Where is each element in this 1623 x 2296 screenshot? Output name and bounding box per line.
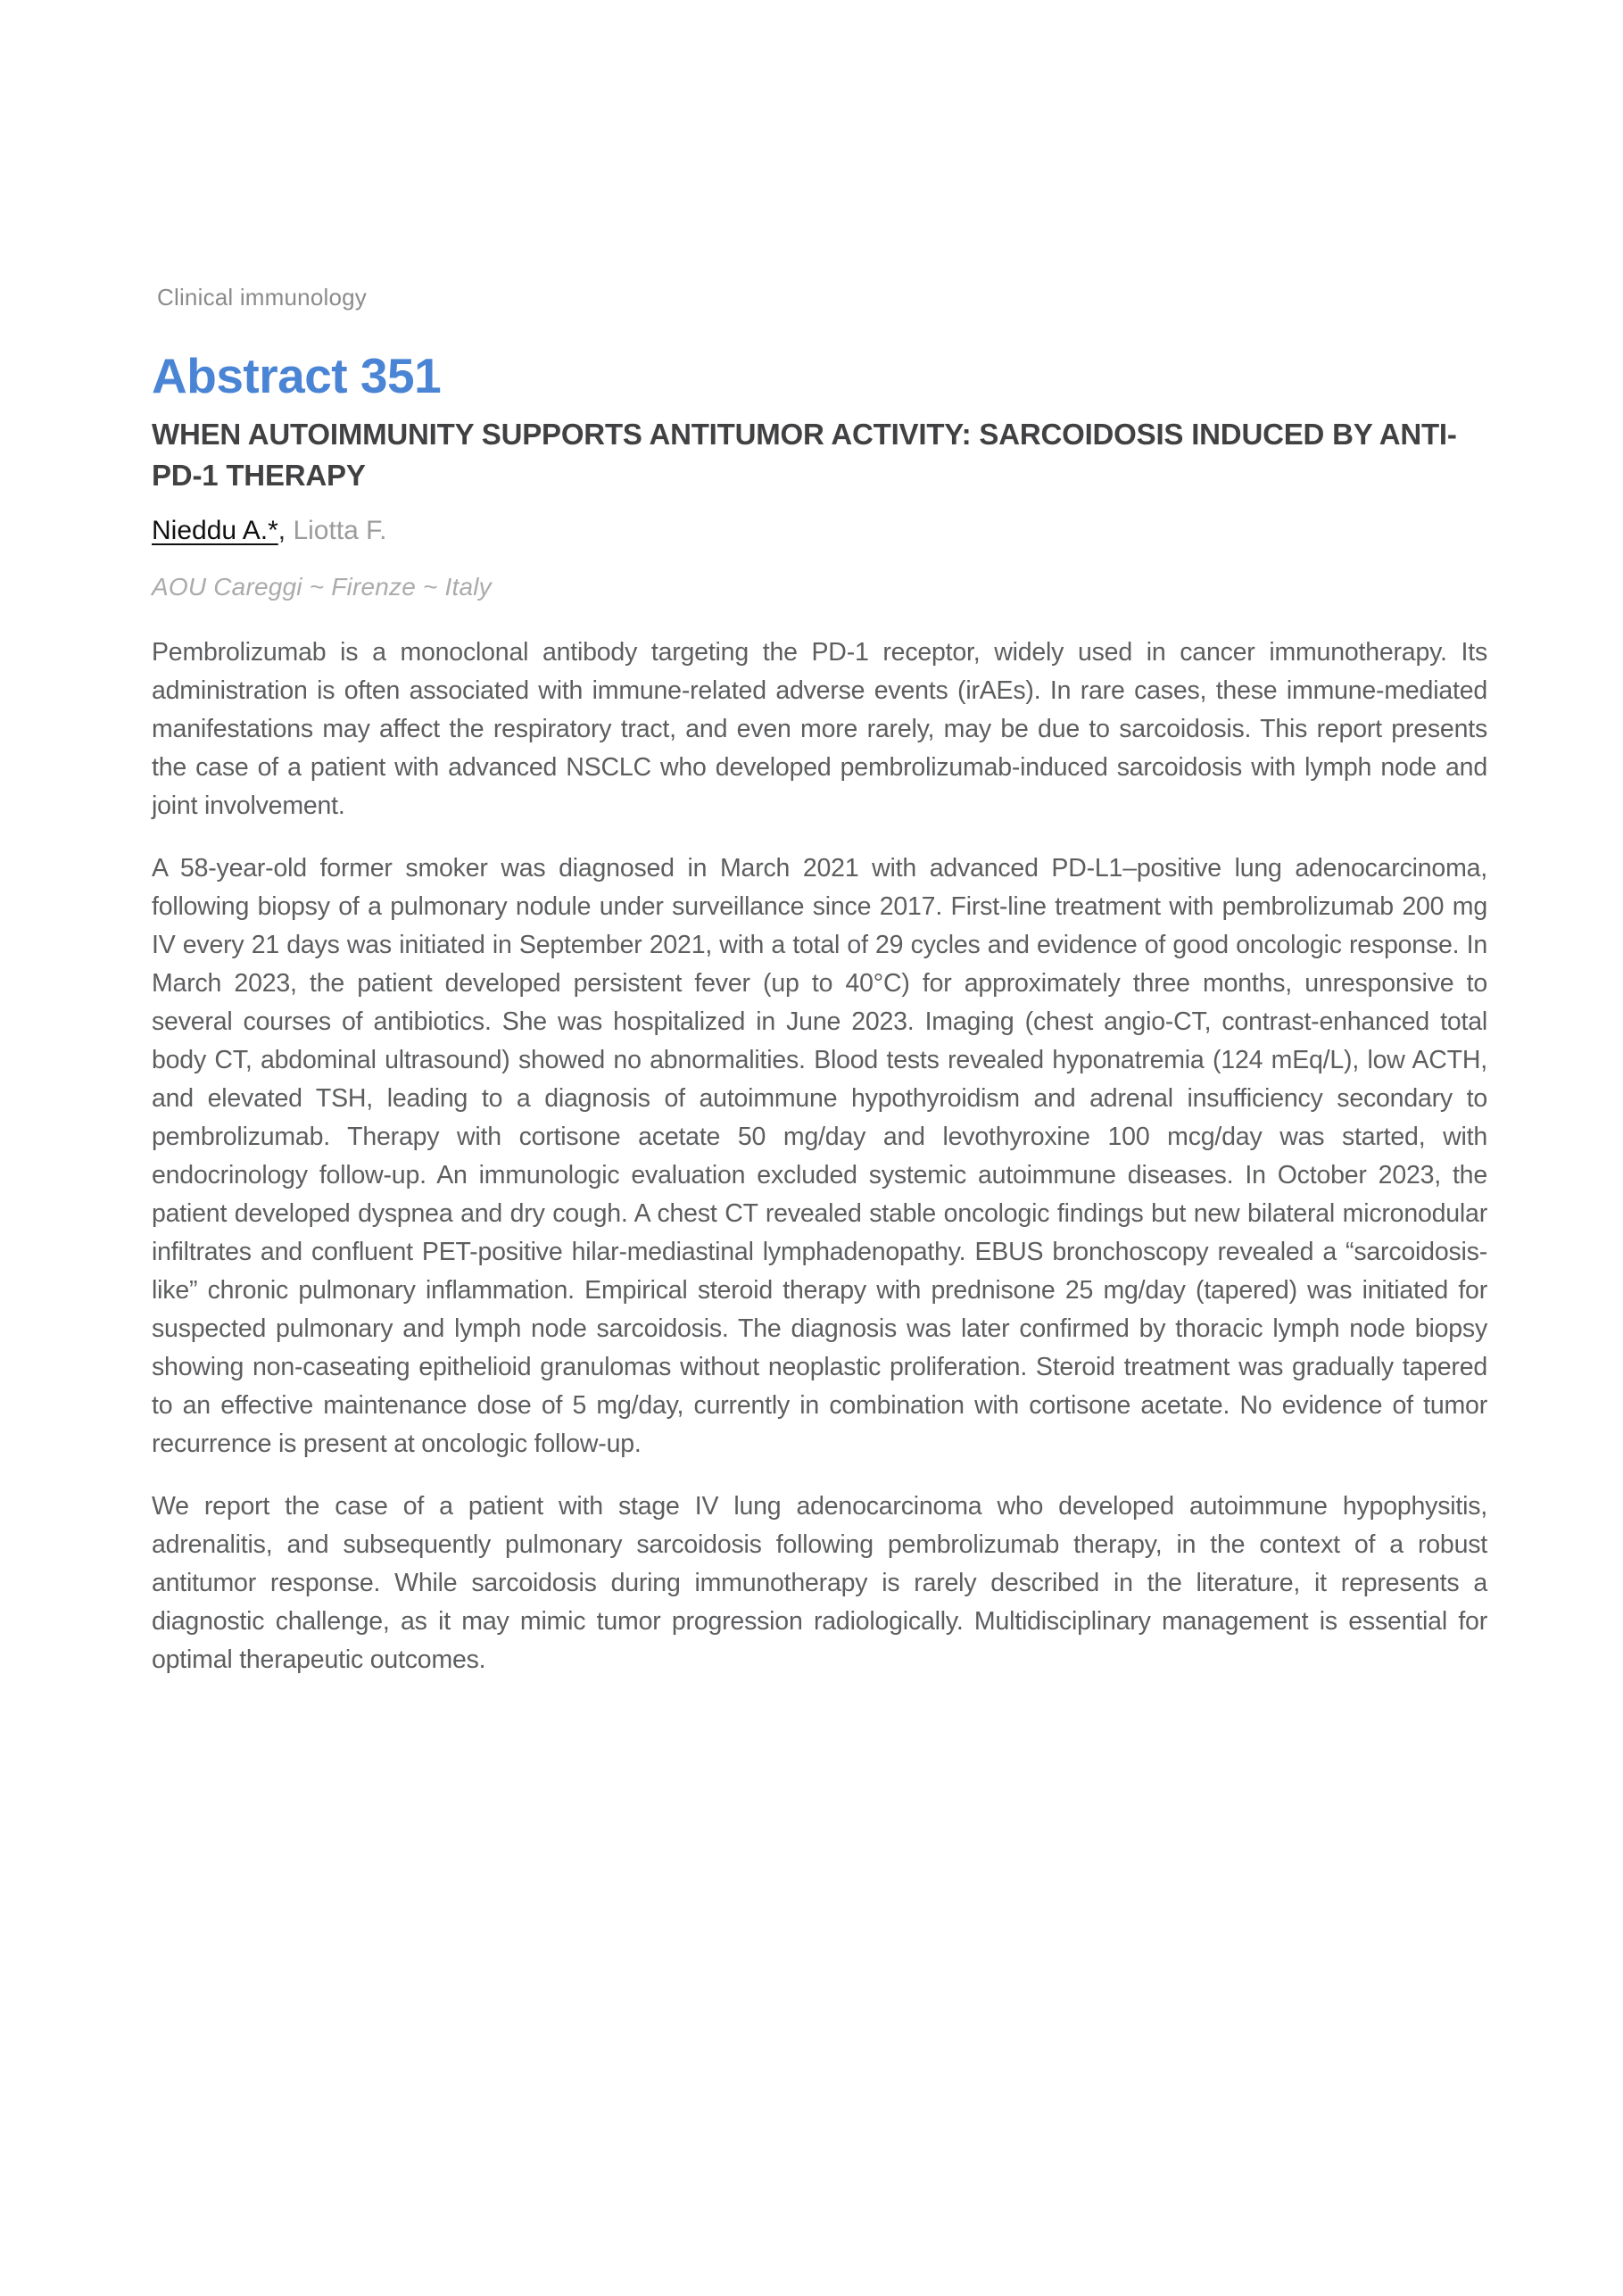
abstract-page bbox=[152, 0, 1487, 1679]
abstract-paragraph-conclusion: We report the case of a patient with stage IV lung adenocarcinoma who developed autoimmune hypophysitis, adrenalitis, and subsequently pulmonary sarcoidosis following pembrolizumab therapy, in the context of a robust antitumor response. While sarcoidosis during immunotherapy is rarely described in the literature, it represents a diagnostic challenge, as it may mimic tumor progression radiologically. Multidisciplinary management is essential for optimal therapeutic outcomes. bbox=[152, 1492, 1487, 1674]
abstract-body bbox=[152, 634, 1487, 1679]
coauthor: Liotta F. bbox=[293, 516, 387, 545]
author-line bbox=[152, 514, 1487, 548]
abstract-number-heading: Abstract 351 bbox=[152, 348, 442, 403]
presenting-author: Nieddu A.* bbox=[152, 516, 278, 545]
abstract-category: Clinical immunology bbox=[157, 284, 367, 311]
abstract-paragraph-case-report: A 58-year-old former smoker was diagnosed in March 2021 with advanced PD-L1–positive lung adenocarcinoma, following biopsy of a pulmonary nodule under surveillance since 2017. First-line treatment with pembrolizumab 200 mg IV every 21 days was initiated in September 2021, with a total of 29 cycles and evidence of good oncologic response. In March 2023, the patient developed persistent fever (up to 40°C) for approximately three months, unresponsive to several courses of antibiotics. She was hospitalized in June 2023. Imaging (chest angio-CT, contrast-enhanced total body CT, abdominal ultrasound) showed no abnormalities. Blood tests revealed hyponatremia (124 mEq/L), low ACTH, and elevated TSH, leading to a diagnosis of autoimmune hypothyroidism and adrenal insufficiency secondary to pembrolizumab. Therapy with cortisone acetate 50 mg/day and levothyroxine 100 mcg/day was started, with endocrinology follow-up. An immunologic evaluation excluded systemic autoimmune diseases. In October 2023, the patient developed dyspnea and dry cough. A chest CT revealed stable oncologic findings but new bilateral micronodular infiltrates and confluent PET-positive hilar-mediastinal lymphadenopathy. EBUS bronchoscopy revealed a “sarcoidosis-like” chronic pulmonary inflammation. Empirical steroid therapy with prednisone 25 mg/day (tapered) was initiated for suspected pulmonary and lymph node sarcoidosis. The diagnosis was later confirmed by thoracic lymph node biopsy showing non-caseating epithelioid granulomas without neoplastic proliferation. Steroid treatment was gradually tapered to an effective maintenance dose of 5 mg/day, currently in combination with cortisone acetate. No evidence of tumor recurrence is present at oncologic follow-up. bbox=[152, 854, 1487, 1458]
abstract-paragraph-background: Pembrolizumab is a monoclonal antibody targeting the PD-1 receptor, widely used in cancer immunotherapy. Its administration is often associated with immune-related adverse events (irAEs). In rare cases, these immune-mediated manifestations may affect the respiratory tract, and even more rarely, may be due to sarcoidosis. This report presents the case of a patient with advanced NSCLC who developed pembrolizumab-induced sarcoidosis with lymph node and joint involvement. bbox=[152, 638, 1487, 820]
abstract-title: WHEN AUTOIMMUNITY SUPPORTS ANTITUMOR ACTIVITY: SARCOIDOSIS INDUCED BY ANTI-PD-1 THERAPY bbox=[152, 418, 1457, 492]
author-separator: , bbox=[277, 516, 294, 545]
affiliation-line: AOU Careggi ~ Firenze ~ Italy bbox=[152, 573, 492, 601]
